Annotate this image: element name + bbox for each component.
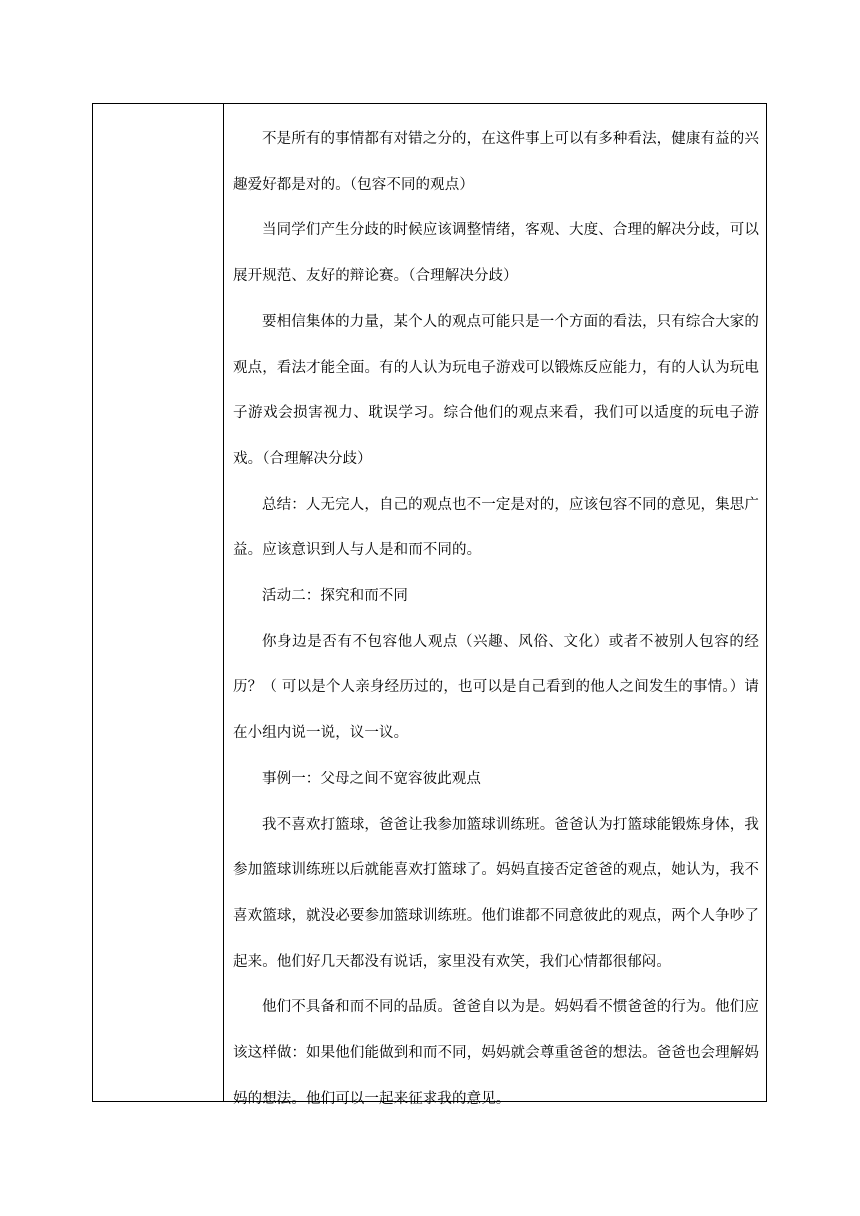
example-heading-1: 事例一：父母之间不宽容彼此观点: [262, 770, 481, 787]
section-heading-activity-2: 活动二：探究和而不同: [262, 588, 408, 605]
table-right-cell: [224, 104, 766, 1107]
paragraph-4: 总结：人无完人，自己的观点也不一定是对的，应该包容不同的意见，集思广益。应该意识到人与人是和而不同的。: [233, 496, 759, 559]
paragraph-1: 不是所有的事情都有对错之分的，在这件事上可以有多种看法，健康有益的兴趣爱好都是对的。（包容不同的观点）: [233, 131, 759, 193]
paragraph-2: 当同学们产生分歧的时候应该调整情绪，客观、大度、合理的解决分歧，可以展开规范、友好的辩论赛。（合理解决分歧）: [233, 222, 759, 285]
table-left-cell: [93, 104, 224, 1101]
paragraph-9: 他们不具备和而不同的品质。爸爸自以为是。妈妈看不惯爸爸的行为。他们应该这样做：如果他们能做到和而不同，妈妈就会尊重爸爸的想法。爸爸也会理解妈妈的想法。他们可以一起来征求我的意见。: [233, 999, 759, 1107]
paragraph-6: 你身边是否有不包容他人观点（兴趣、风俗、文化）或者不被别人包容的经历？（ 可以是个人亲身经历过的，也可以是自己看到的他人之间发生的事情。）请在小组内说一说，议一议。: [233, 633, 759, 742]
paragraph-8: 我不喜欢打篮球，爸爸让我参加篮球训练班。爸爸认为打篮球能锻炼身体，我参加篮球训练班以后就能喜欢打篮球了。妈妈直接否定爸爸的观点，她认为，我不喜欢篮球，就没必要参加篮球训练班。他们谁都不同意彼此的观点，两个人争吵了起来。他们好几天都没有说话，家里没有欢笑，我们心情都很郁闷。: [233, 816, 759, 970]
content-table: [92, 103, 767, 1107]
paragraph-3: 要相信集体的力量，某个人的观点可能只是一个方面的看法，只有综合大家的观点，看法才能全面。有的人认为玩电子游戏可以锻炼反应能力，有的人认为玩电子游戏会损害视力、耽误学习。综合他们的观点来看，我们可以适度的玩电子游戏。（合理解决分歧）: [233, 313, 759, 467]
